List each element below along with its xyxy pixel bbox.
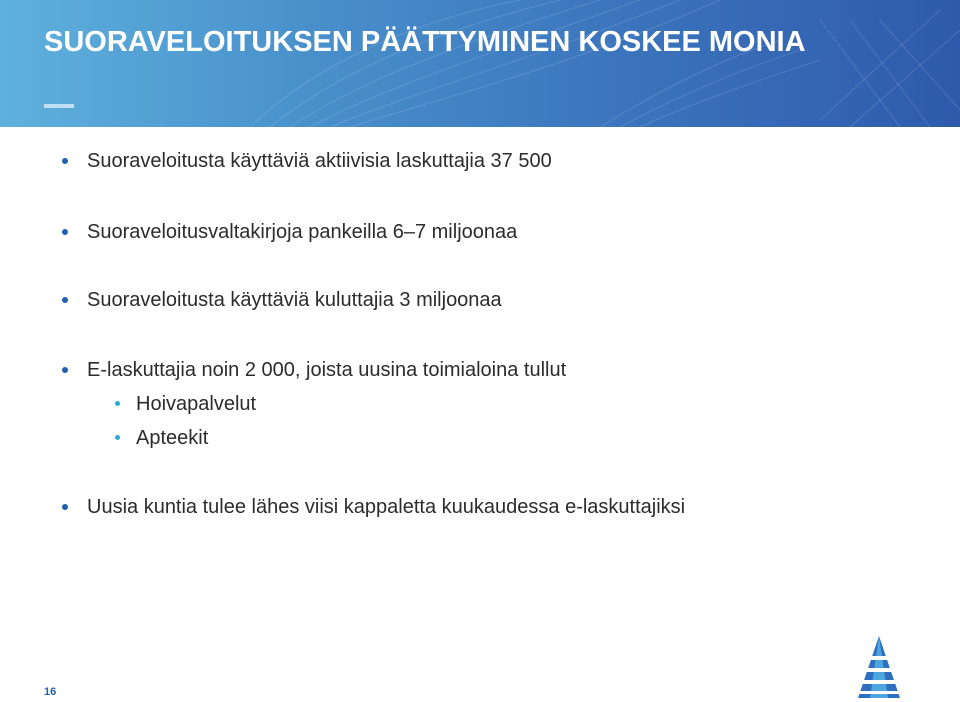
bullet-marker xyxy=(62,297,68,303)
bullet-item: Suoraveloitusvaltakirjoja pankeilla 6–7 miljoonaa xyxy=(87,221,518,243)
subbullet-item: Hoivapalvelut xyxy=(136,393,257,415)
page-number: 16 xyxy=(44,686,57,698)
bullet-marker xyxy=(62,229,68,235)
subbullet-marker xyxy=(115,435,120,440)
bullet-item: Uusia kuntia tulee lähes viisi kappaletta kuukaudessa e-laskuttajiksi xyxy=(87,496,686,518)
slide-title: SUORAVELOITUKSEN PÄÄTTYMINEN KOSKEE MONIA xyxy=(44,26,806,58)
bullet-marker xyxy=(62,367,68,373)
tent-logo-icon xyxy=(854,634,904,700)
bullet-item: E-laskuttajia noin 2 000, joista uusina toimialoina tullut xyxy=(87,359,567,381)
title-underline xyxy=(44,104,74,108)
slide-header xyxy=(0,0,960,127)
bullet-item: Suoraveloitusta käyttäviä aktiivisia laskuttajia 37 500 xyxy=(87,150,552,172)
bullet-marker xyxy=(62,158,68,164)
bullet-item: Suoraveloitusta käyttäviä kuluttajia 3 miljoonaa xyxy=(87,289,502,311)
bullet-marker xyxy=(62,504,68,510)
header-decoration xyxy=(0,0,960,127)
subbullet-marker xyxy=(115,401,120,406)
subbullet-item: Apteekit xyxy=(136,427,209,449)
